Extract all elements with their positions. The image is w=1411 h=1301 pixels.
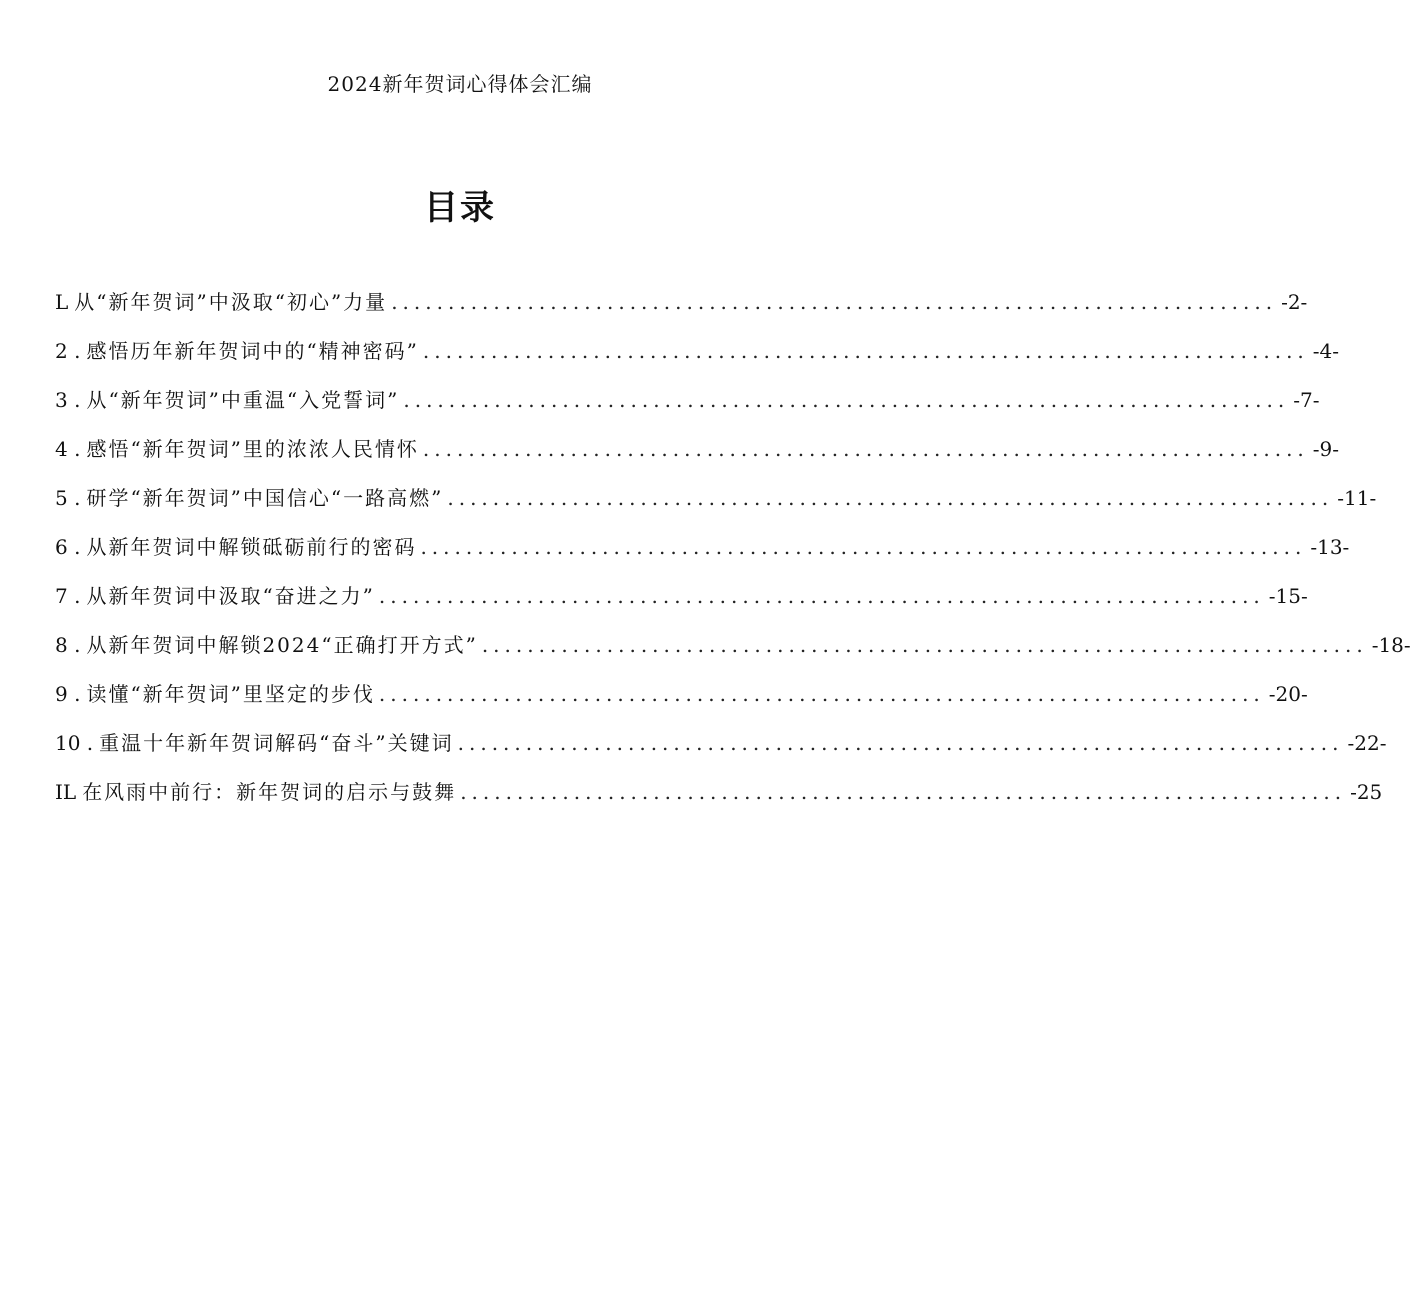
toc-entry-title: 从“新年贺词”中重温“入党誓词” (86, 388, 400, 412)
toc-entry-title: 研学“新年贺词”中国信心“一路高燃” (86, 486, 444, 510)
toc-entry-number: 10 . (55, 731, 94, 755)
toc-entry-page: -13- (1310, 535, 1350, 559)
toc-dot-leader: .............................................................................. (378, 682, 1265, 706)
toc-entry-number: L (55, 290, 69, 314)
toc-heading: 目录 (424, 188, 496, 228)
toc-dot-leader: .............................................................................. (391, 290, 1278, 314)
toc-dot-leader: .............................................................................. (481, 633, 1368, 657)
toc-entry-page: -9- (1312, 437, 1340, 461)
toc-entry-9[interactable] (55, 678, 1308, 727)
toc-entry-title: 感悟“新年贺词”里的浓浓人民情怀 (86, 437, 419, 461)
toc-entry-page: -15- (1268, 584, 1308, 608)
toc-entry-number: 8 . (55, 633, 81, 657)
toc-entry-7[interactable] (55, 580, 1308, 629)
toc-entry-6[interactable] (55, 531, 1350, 580)
toc-entry-2[interactable] (55, 335, 1340, 384)
toc-entry-number: 5 . (55, 486, 81, 510)
toc-entry-page: -20- (1268, 682, 1308, 706)
toc-entry-number: 7 . (55, 584, 81, 608)
toc-dot-leader: .............................................................................. (422, 437, 1309, 461)
toc-entry-number: 9 . (55, 682, 81, 706)
toc-entry-number: 2 . (55, 339, 81, 363)
toc-entry-title: 在风雨中前行：新年贺词的启示与鼓舞 (82, 780, 457, 804)
toc-entry-page: -18- (1371, 633, 1411, 657)
toc-entry-title: 重温十年新年贺词解码“奋斗”关键词 (99, 731, 454, 755)
toc-entry-number: IL (55, 780, 77, 804)
toc-entry-10[interactable] (55, 727, 1387, 776)
toc-entry-title: 从新年贺词中解锁2024“正确打开方式” (86, 633, 478, 657)
toc-entry-page: -2- (1281, 290, 1308, 314)
toc-dot-leader: .............................................................................. (403, 388, 1290, 412)
document-title: 2024新年贺词心得体会汇编 (327, 72, 593, 96)
toc-dot-leader: .............................................................................. (457, 731, 1344, 755)
toc-dot-leader: .............................................................................. (460, 780, 1347, 804)
toc-dot-leader: .............................................................................. (420, 535, 1307, 559)
toc-entry-number: 6 . (55, 535, 81, 559)
toc-entry-page: -25 (1350, 780, 1383, 804)
toc-entry-page: -11- (1337, 486, 1377, 510)
toc-entry-page: -7- (1293, 388, 1320, 412)
toc-entry-title: 从新年贺词中汲取“奋进之力” (86, 584, 375, 608)
toc-entry-8[interactable] (55, 629, 1411, 678)
toc-entry-1[interactable] (55, 286, 1308, 335)
toc-entry-title: 感悟历年新年贺词中的“精神密码” (86, 339, 419, 363)
toc-entry-5[interactable] (55, 482, 1377, 531)
toc-entry-3[interactable] (55, 384, 1320, 433)
toc-dot-leader: .............................................................................. (378, 584, 1265, 608)
toc-entry-title: 从“新年贺词”中汲取“初心”力量 (74, 290, 388, 314)
toc-entry-page: -4- (1312, 339, 1340, 363)
toc-dot-leader: .............................................................................. (447, 486, 1334, 510)
toc-list (55, 286, 1411, 825)
toc-entry-title: 读懂“新年贺词”里坚定的步伐 (86, 682, 375, 706)
toc-entry-11[interactable] (55, 776, 1383, 825)
toc-entry-title: 从新年贺词中解锁砥砺前行的密码 (86, 535, 417, 559)
toc-entry-number: 4 . (55, 437, 81, 461)
toc-dot-leader: .............................................................................. (422, 339, 1309, 363)
toc-entry-number: 3 . (55, 388, 81, 412)
toc-entry-4[interactable] (55, 433, 1340, 482)
toc-entry-page: -22- (1347, 731, 1387, 755)
